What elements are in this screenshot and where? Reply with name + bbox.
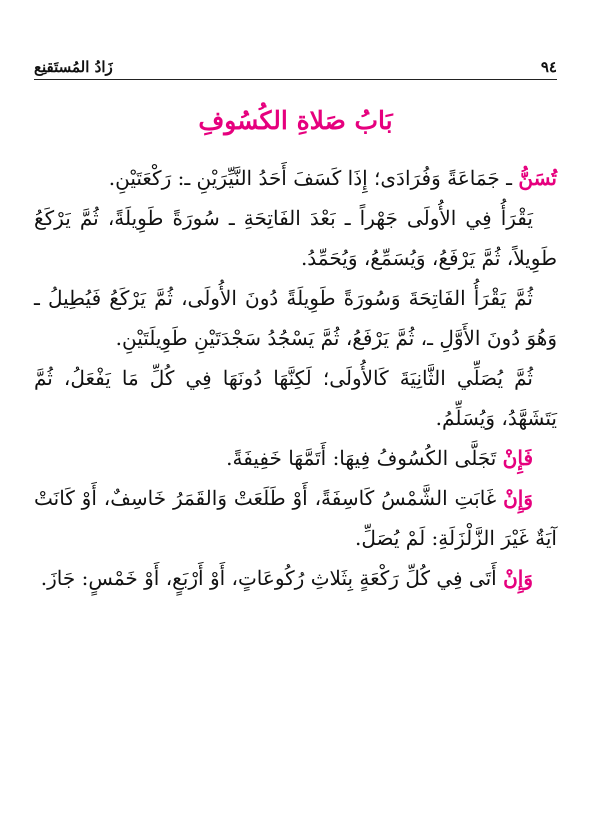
paragraph: [34, 438, 557, 478]
body-text: [34, 158, 557, 598]
paragraph-lead: وَإِنْ: [503, 486, 533, 510]
paragraph: [34, 558, 557, 598]
paragraph: [34, 278, 557, 358]
paragraph-text: ثُمَّ يُصَلِّي الثَّانِيَةَ كَالأُولَى؛ لَكِنَّهَا دُونَهَا فِي كُلِّ مَا يَفْعَلُ، ثُمَّ يَتَشَهَّدُ، وَيُسَلِّمُ.: [34, 366, 557, 430]
paragraph-text: تَجَلَّى الكُسُوفُ فِيهَا: أَتَمَّهَا خَفِيفَةً.: [226, 446, 503, 470]
paragraph-text: أَتَى فِي كُلِّ رَكْعَةٍ بِثَلاثِ رُكُوعَاتٍ، أَوْ أَرْبَعٍ، أَوْ خَمْسٍ: جَازَ.: [40, 566, 504, 590]
book-title: زَادُ المُستَقنِع: [34, 58, 113, 76]
paragraph-text: ثُمَّ يَقْرَأُ الفَاتِحَةَ وَسُورَةً طَوِيلَةً دُونَ الأُولَى، ثُمَّ يَرْكَعُ فَيُطِيلُ ـ وَهُوَ دُونَ الأَوَّلِ ـ، ثُمَّ يَرْفَعُ، ثُمَّ يَسْجُدُ سَجْدَتَيْنِ طَوِيلَتَيْنِ.: [34, 286, 557, 350]
paragraph-text: ـ جَمَاعَةً وَفُرَادَى؛ إِذَا كَسَفَ أَحَدُ النَّيِّرَيْنِ ـ: رَكْعَتَيْنِ.: [108, 166, 519, 190]
paragraph: [34, 478, 557, 558]
paragraph-text: يَقْرَأُ فِي الأُولَى جَهْراً ـ بَعْدَ الفَاتِحَةِ ـ سُورَةً طَوِيلَةً، ثُمَّ يَرْكَعُ طَوِيلاً، ثُمَّ يَرْفَعُ، وَيُسَمِّعُ، وَيُحَمِّدُ.: [34, 206, 557, 270]
page-number: ٩٤: [540, 58, 557, 76]
paragraph-lead: وَإِنْ: [503, 566, 533, 590]
paragraph-text: غَابَتِ الشَّمْسُ كَاسِفَةً، أَوْ طَلَعَتْ وَالقَمَرُ خَاسِفٌ، أَوْ كَانَتْ آيَةٌ غَيْرَ الزَّلْزَلَةِ: لَمْ يُصَلِّ.: [34, 486, 557, 550]
chapter-heading: بَابُ صَلاةِ الكُسُوفِ: [198, 106, 393, 135]
paragraph: [34, 358, 557, 438]
paragraph-lead: فَإِنْ: [502, 446, 533, 470]
paragraph: [34, 158, 557, 198]
paragraph: [34, 198, 557, 278]
running-header: [34, 48, 557, 80]
paragraph-lead: تُسَنُّ: [518, 166, 557, 190]
